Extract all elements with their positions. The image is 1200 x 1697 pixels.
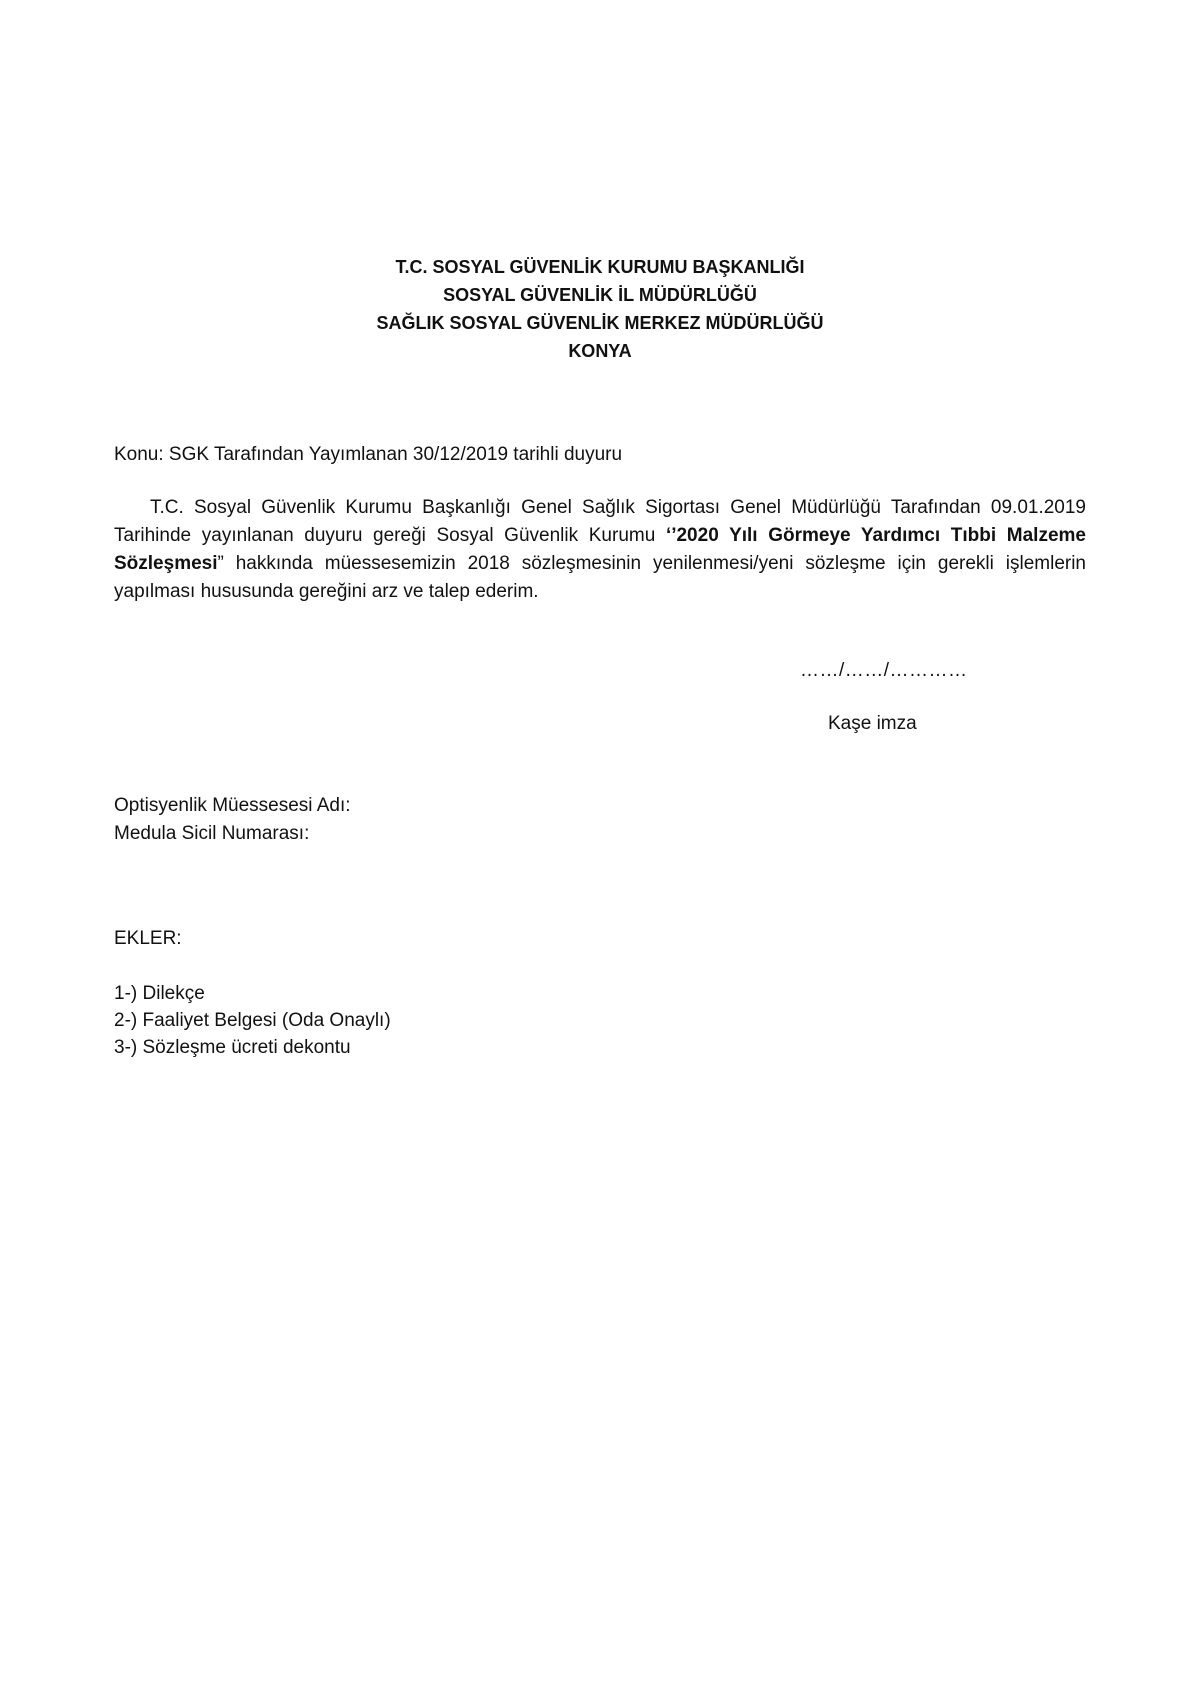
letter-header: [0, 253, 1200, 365]
date-placeholder: ……/……/…………: [800, 660, 968, 681]
attachments-title: EKLER:: [114, 928, 182, 949]
header-line-institution: T.C. SOSYAL GÜVENLİK KURUMU BAŞKANLIĞI: [395, 257, 805, 277]
body-text-bold: ‘’2020 Yılı Görmeye Yardımcı Tıbbi Malzeme Sözleşmesi: [114, 525, 1086, 574]
attachment-item: 2-) Faaliyet Belgesi (Oda Onaylı): [114, 1010, 391, 1031]
body-paragraph: [114, 494, 1086, 606]
attachment-item: 3-) Sözleşme ücreti dekontu: [114, 1037, 351, 1058]
header-line-city: KONYA: [568, 341, 632, 361]
signature-label: Kaşe imza: [828, 713, 917, 734]
subject-line: Konu: SGK Tarafından Yayımlanan 30/12/2019 tarihli duyuru: [114, 444, 623, 465]
header-line-center: SAĞLIK SOSYAL GÜVENLİK MERKEZ MÜDÜRLÜĞÜ: [376, 313, 824, 333]
body-text-part1: T.C. Sosyal Güvenlik Kurumu Başkanlığı Genel Sağlık Sigortası Genel Müdürlüğü Tarafından 09.01.2019 Tarihinde yayınlanan duyuru gereği Sosyal Güvenlik Kurumu: [114, 497, 1086, 546]
body-text-part2: ” hakkında müessesemizin 2018 sözleşmesinin yenilenmesi/yeni sözleşme için gerekli işlemlerin yapılması hususunda gereğini arz ve talep ederim.: [114, 553, 1086, 602]
attachment-item: 1-) Dilekçe: [114, 983, 205, 1004]
medula-number-label: Medula Sicil Numarası:: [114, 823, 310, 844]
attachments-list: [114, 980, 391, 1061]
institution-fields: [114, 792, 351, 848]
institution-name-label: Optisyenlik Müessesesi Adı:: [114, 795, 351, 816]
header-line-directorate: SOSYAL GÜVENLİK İL MÜDÜRLÜĞÜ: [443, 285, 757, 305]
